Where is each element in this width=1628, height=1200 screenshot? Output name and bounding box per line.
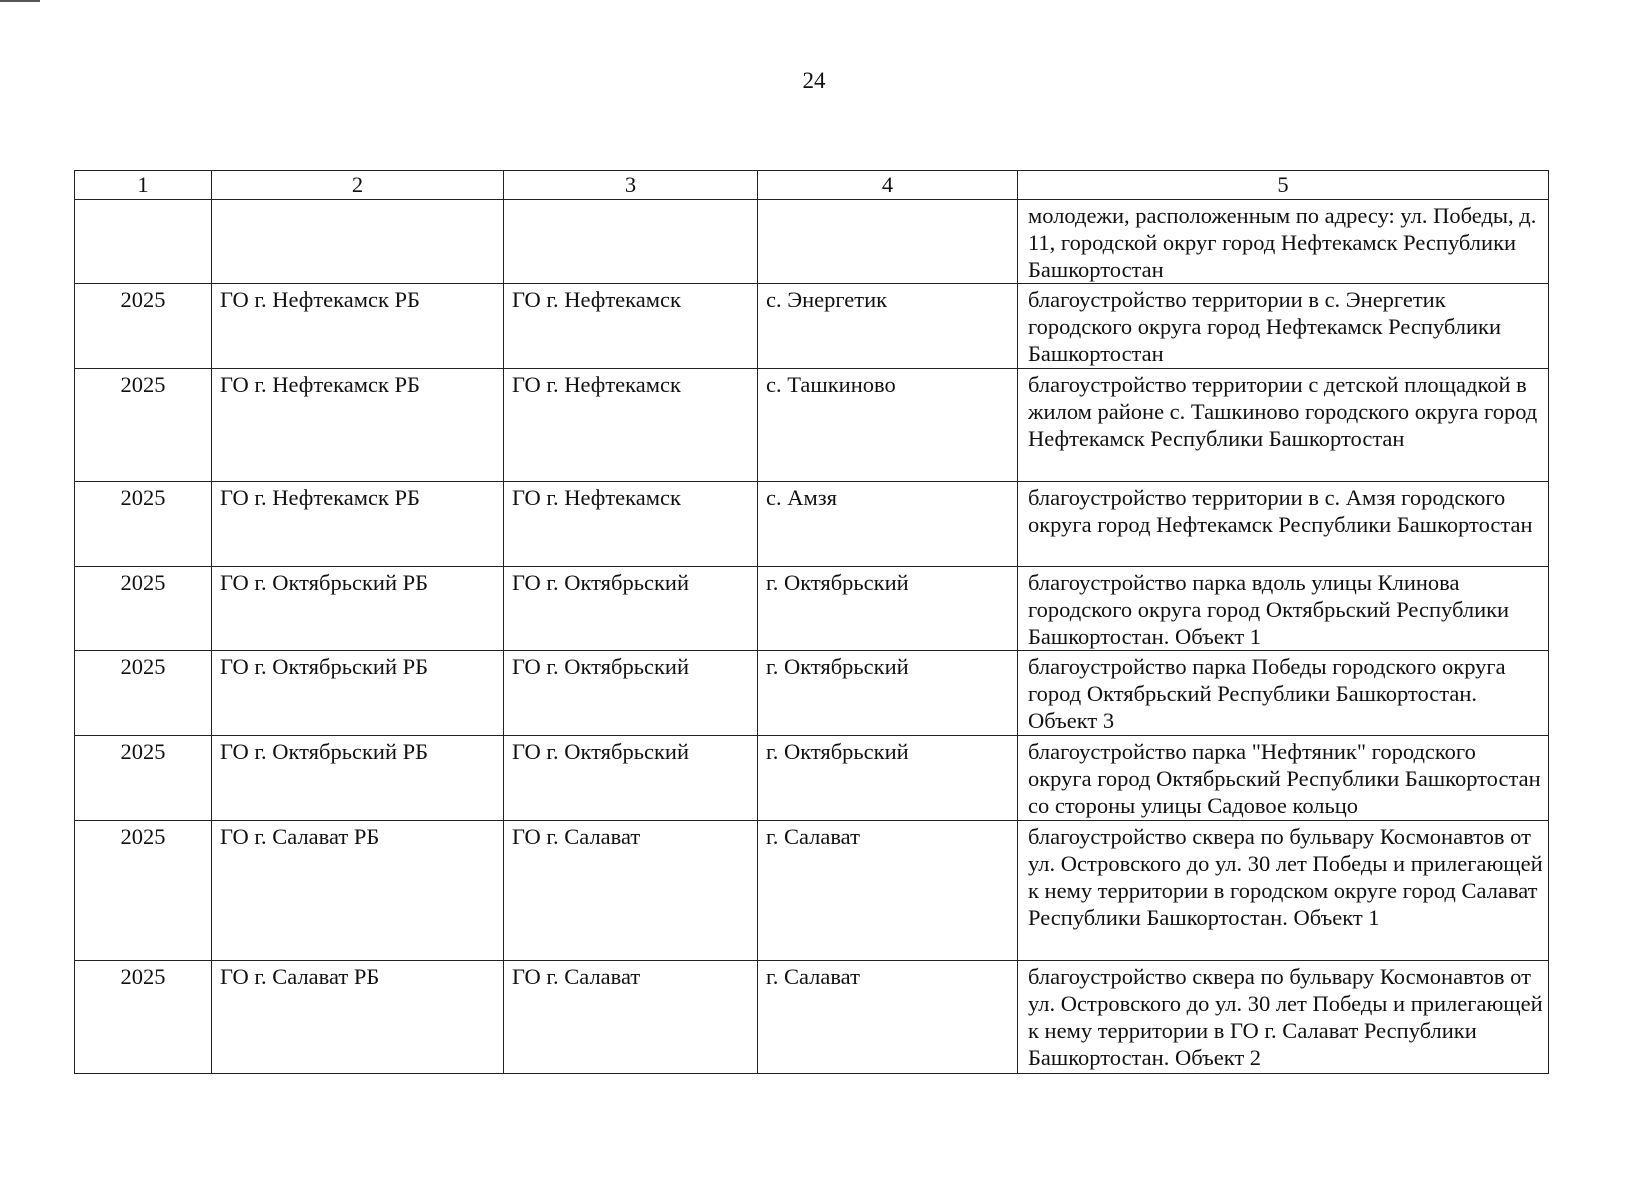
table-row — [75, 736, 1549, 821]
description-cell: благоустройство территории в с. Энергетик городского округа город Нефтекамск Республики Башкортостан — [1018, 284, 1549, 369]
settlement-cell: г. Октябрьский — [758, 651, 1018, 736]
table-row — [75, 482, 1549, 567]
header-col-1: 1 — [75, 171, 212, 200]
municipality-cell: ГО г. Нефтекамск РБ — [212, 284, 504, 369]
municipality-cell: ГО г. Салават РБ — [212, 821, 504, 961]
table-row — [75, 961, 1549, 1074]
settlement-cell: г. Салават — [758, 821, 1018, 961]
table-row — [75, 200, 1549, 284]
year-cell: 2025 — [75, 567, 212, 651]
go-cell: ГО г. Октябрьский — [504, 736, 758, 821]
settlement-cell: с. Амзя — [758, 482, 1018, 567]
year-cell: 2025 — [75, 736, 212, 821]
go-cell: ГО г. Нефтекамск — [504, 284, 758, 369]
go-cell — [504, 200, 758, 284]
go-cell: ГО г. Октябрьский — [504, 567, 758, 651]
description-cell: благоустройство территории в с. Амзя городского округа город Нефтекамск Республики Башкортостан — [1018, 482, 1549, 567]
header-col-3: 3 — [504, 171, 758, 200]
settlement-cell: с. Энергетик — [758, 284, 1018, 369]
settlement-cell: г. Октябрьский — [758, 567, 1018, 651]
year-cell — [75, 200, 212, 284]
year-cell: 2025 — [75, 369, 212, 482]
header-col-2: 2 — [212, 171, 504, 200]
table-row — [75, 821, 1549, 961]
go-cell: ГО г. Салават — [504, 821, 758, 961]
year-cell: 2025 — [75, 482, 212, 567]
scan-edge-mark — [0, 0, 40, 2]
municipality-cell: ГО г. Октябрьский РБ — [212, 651, 504, 736]
settlement-cell: г. Октябрьский — [758, 736, 1018, 821]
go-cell: ГО г. Нефтекамск — [504, 369, 758, 482]
table-row — [75, 651, 1549, 736]
description-cell: благоустройство парка Победы городского округа город Октябрьский Республики Башкортостан. Объект 3 — [1018, 651, 1549, 736]
description-cell: благоустройство сквера по бульвару Космонавтов от ул. Островского до ул. 30 лет Победы и прилегающей к нему территории в ГО г. Салават Республики Башкортостан. Объект 2 — [1018, 961, 1549, 1074]
header-row — [75, 171, 1549, 200]
year-cell: 2025 — [75, 961, 212, 1074]
municipality-cell: ГО г. Нефтекамск РБ — [212, 369, 504, 482]
settlement-cell: с. Ташкиново — [758, 369, 1018, 482]
municipality-cell: ГО г. Нефтекамск РБ — [212, 482, 504, 567]
year-cell: 2025 — [75, 284, 212, 369]
go-cell: ГО г. Салават — [504, 961, 758, 1074]
settlement-cell — [758, 200, 1018, 284]
table-row — [75, 284, 1549, 369]
municipality-cell: ГО г. Октябрьский РБ — [212, 567, 504, 651]
description-cell: благоустройство парка вдоль улицы Клинова городского округа город Октябрьский Республики Башкортостан. Объект 1 — [1018, 567, 1549, 651]
municipality-cell: ГО г. Салават РБ — [212, 961, 504, 1074]
header-col-5: 5 — [1018, 171, 1549, 200]
page-number: 24 — [802, 68, 826, 93]
settlement-cell: г. Салават — [758, 961, 1018, 1074]
header-col-4: 4 — [758, 171, 1018, 200]
go-cell: ГО г. Октябрьский — [504, 651, 758, 736]
municipality-cell: ГО г. Октябрьский РБ — [212, 736, 504, 821]
table-row — [75, 567, 1549, 651]
year-cell: 2025 — [75, 821, 212, 961]
description-cell: благоустройство сквера по бульвару Космонавтов от ул. Островского до ул. 30 лет Победы и прилегающей к нему территории в городском округе город Салават Республики Башкортостан. Объект 1 — [1018, 821, 1549, 961]
year-cell: 2025 — [75, 651, 212, 736]
municipality-cell — [212, 200, 504, 284]
go-cell: ГО г. Нефтекамск — [504, 482, 758, 567]
table-row — [75, 369, 1549, 482]
description-cell: молодежи, расположенным по адресу: ул. Победы, д. 11, городской округ город Нефтекамск Республики Башкортостан — [1018, 200, 1549, 284]
description-cell: благоустройство территории с детской площадкой в жилом районе с. Ташкиново городского округа город Нефтекамск Республики Башкортостан — [1018, 369, 1549, 482]
description-cell: благоустройство парка "Нефтяник" городского округа город Октябрьский Республики Башкортостан со стороны улицы Садовое кольцо — [1018, 736, 1549, 821]
data-table — [74, 170, 1549, 1074]
